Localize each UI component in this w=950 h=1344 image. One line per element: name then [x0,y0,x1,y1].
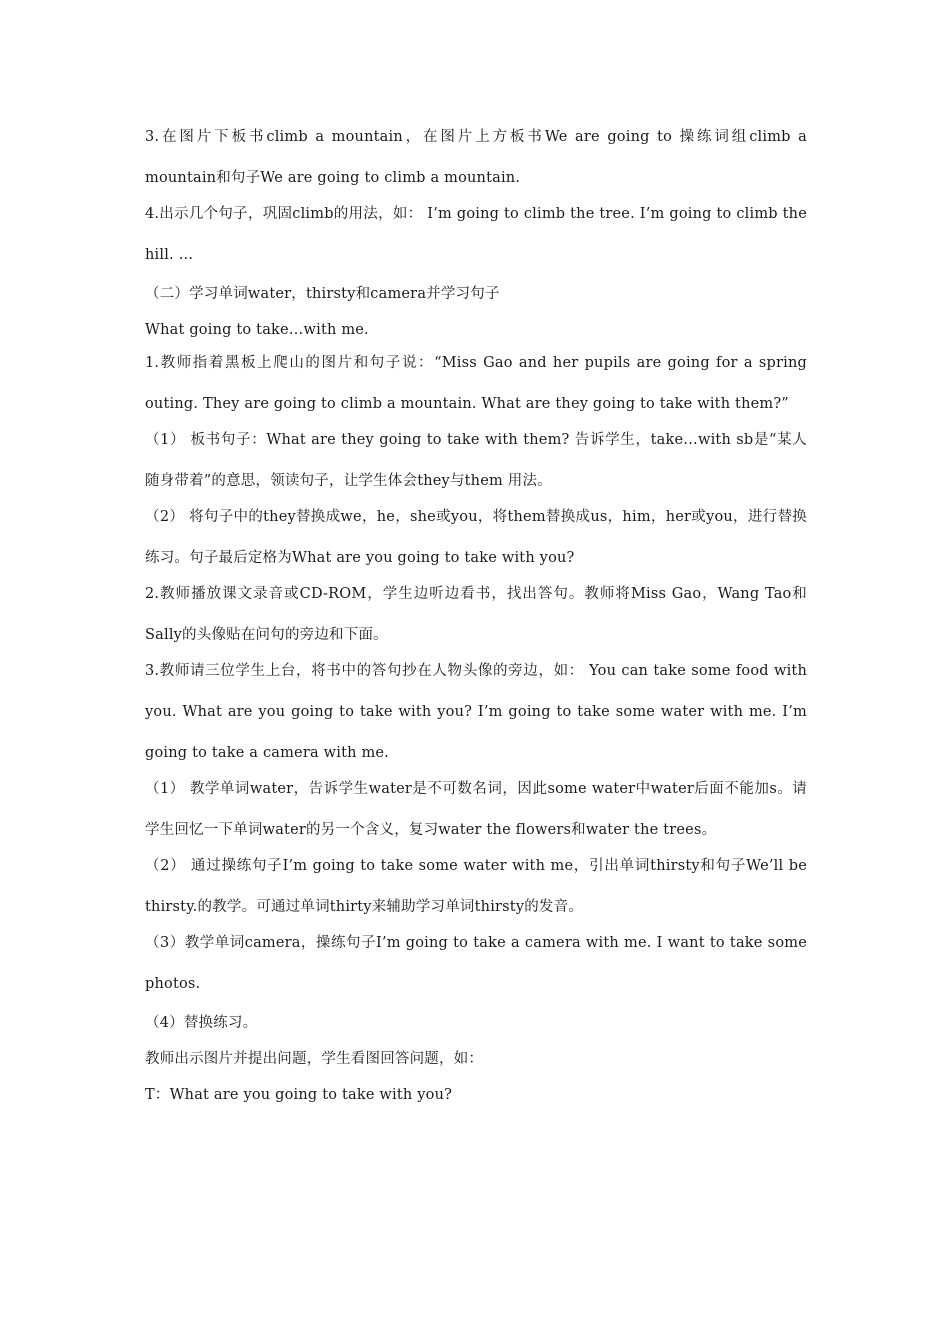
document-body [145,122,807,1113]
paragraph-step-1-teacher: 1.教师指着黑板上爬山的图片和句子说：“Miss Gao and her pupils are going for a spring outing. They are going to climb a mountain. What are they going to take with them?” [145,355,807,412]
paragraph-teacher-shows: 教师出示图片并提出问题，学生看图回答问题，如： [145,1051,484,1067]
paragraph-step-3-students: 3.教师请三位学生上台，将书中的答句抄在人物头像的旁边，如： You can take some food with you. What are you going to take with you? I’m going to take some water with me. I’m going to take a camera with me. [145,663,807,761]
paragraph-sub-1-board: （1） 板书句子：What are they going to take with them? 告诉学生，take…with sb是“某人随身带着”的意思，领读句子，让学生体会they与them 用法。 [145,432,807,489]
section-heading-2-sentence: What going to take…with me. [145,322,369,338]
paragraph-sub-3-camera: （3）教学单词camera，操练句子I’m going to take a camera with me. I want to take some photos. [145,935,807,992]
paragraph-sub-2-thirsty: （2） 通过操练句子I’m going to take some water with me，引出单词thirsty和句子We’ll be thirsty.的教学。可通过单词thirty来辅助学习单词thirsty的发音。 [145,858,807,915]
paragraph-sub-2-substitute: （2） 将句子中的they替换成we，he，she或you，将them替换成us，him，her或you，进行替换练习。句子最后定格为What are you going to take with you? [145,509,807,566]
paragraph-sub-4-practice: （4）替换练习。 [145,1015,258,1031]
paragraph-sub-1-water: （1） 教学单词water，告诉学生water是不可数名词，因此some water中water后面不能加s。请学生回忆一下单词water的另一个含义，复习water the flowers和water the trees。 [145,781,807,838]
paragraph-teacher-question: T：What are you going to take with you? [145,1087,453,1103]
paragraph-step-4-climb-usage: 4.出示几个句子，巩固climb的用法，如： I’m going to climb the tree. I’m going to climb the hill. … [145,206,807,263]
paragraph-step-3-climb: 3.在图片下板书climb a mountain，在图片上方板书We are going to 操练词组climb a mountain和句子We are going to climb a mountain. [145,129,807,186]
paragraph-step-2-recording: 2.教师播放课文录音或CD-ROM，学生边听边看书，找出答句。教师将Miss Gao，Wang Tao和Sally的头像贴在问句的旁边和下面。 [145,586,807,643]
section-heading-2: （二）学习单词water，thirsty和camera并学习句子 [145,286,500,302]
